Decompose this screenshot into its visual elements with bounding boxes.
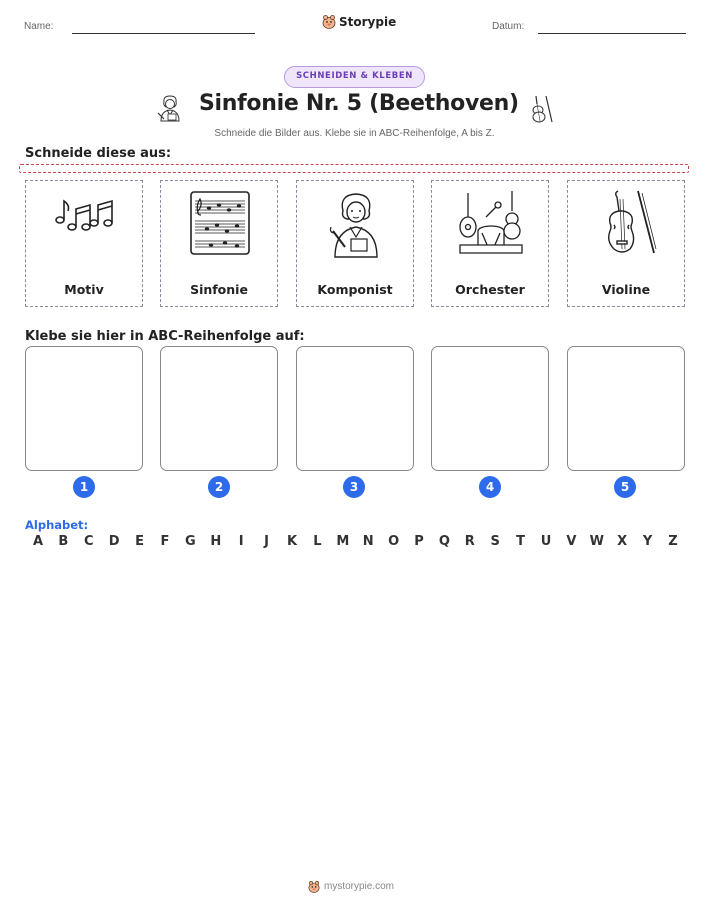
paste-box-2[interactable]: [160, 346, 278, 471]
alphabet-letter: G: [185, 534, 196, 549]
card-label: Motiv: [64, 282, 104, 297]
number-badge-4: 4: [479, 476, 501, 498]
alphabet-letter: N: [362, 534, 374, 549]
number-badge-3: 3: [343, 476, 365, 498]
date-line[interactable]: [538, 33, 686, 34]
cut-card-violine[interactable]: [567, 180, 685, 307]
alphabet-letter: U: [540, 534, 552, 549]
alphabet-letter: E: [135, 534, 145, 549]
alphabet-letter: I: [238, 534, 244, 549]
alphabet-letter: Z: [668, 534, 678, 549]
page-title: Sinfonie Nr. 5 (Beethoven): [199, 91, 519, 116]
number-badge-2: 2: [208, 476, 230, 498]
paste-section-label: Klebe sie hier in ABC-Reihenfolge auf:: [25, 329, 305, 344]
alphabet-letter: M: [336, 534, 350, 549]
header: [0, 14, 709, 44]
orchestra-instruments-icon: [456, 187, 526, 259]
alphabet-letter: R: [464, 534, 475, 549]
alphabet-letter: K: [286, 534, 298, 549]
alphabet-letter: C: [84, 534, 94, 549]
cut-card-motiv[interactable]: [25, 180, 143, 307]
alphabet-letter: W: [589, 534, 604, 549]
brand-name: Storypie: [339, 14, 397, 29]
alphabet-letter: D: [108, 534, 120, 549]
alphabet-label: Alphabet:: [25, 518, 89, 532]
footer-url[interactable]: mystorypie.com: [324, 881, 395, 892]
paste-box-5[interactable]: [567, 346, 685, 471]
paste-box-3[interactable]: [296, 346, 414, 471]
composer-icon: [321, 187, 391, 259]
alphabet-letter: Y: [642, 534, 653, 549]
music-notes-icon: [50, 187, 120, 259]
storypie-logo-icon: [308, 880, 320, 893]
name-line[interactable]: [72, 33, 255, 34]
violin-icon: [592, 187, 662, 259]
alphabet-letter: X: [617, 534, 628, 549]
instructions: Schneide die Bilder aus. Klebe sie in ABC-Reihenfolge, A bis Z.: [214, 128, 495, 139]
alphabet-row: [0, 534, 709, 552]
card-label: Sinfonie: [190, 282, 248, 297]
alphabet-letter: S: [490, 534, 500, 549]
number-badge-1: 1: [73, 476, 95, 498]
alphabet-letter: V: [566, 534, 577, 549]
alphabet-letter: H: [210, 534, 222, 549]
alphabet-letter: T: [516, 534, 526, 549]
number-badge-5: 5: [614, 476, 636, 498]
title-row: [0, 91, 709, 125]
alphabet-letter: P: [414, 534, 424, 549]
alphabet-letter: A: [32, 534, 44, 549]
sheet-music-icon: [185, 187, 255, 259]
brand: [322, 14, 396, 29]
violin-small-icon: [527, 92, 557, 124]
date-label: Datum:: [492, 21, 525, 32]
alphabet-letter: L: [313, 534, 322, 549]
name-label: Name:: [24, 21, 54, 32]
paste-box-4[interactable]: [431, 346, 549, 471]
cut-card-sinfonie[interactable]: [160, 180, 278, 307]
cut-section-label: Schneide diese aus:: [25, 146, 172, 161]
alphabet-letter: F: [160, 534, 170, 549]
card-label: Orchester: [455, 282, 525, 297]
alphabet-letter: O: [388, 534, 400, 549]
activity-badge: SCHNEIDEN & KLEBEN: [284, 66, 425, 88]
alphabet-letter: J: [264, 534, 270, 549]
cut-card-orchester[interactable]: [431, 180, 549, 307]
composer-small-icon: [155, 93, 185, 123]
card-label: Komponist: [317, 282, 393, 297]
alphabet-letter: B: [58, 534, 69, 549]
cut-line: [19, 164, 689, 173]
storypie-logo-icon: [322, 14, 336, 29]
card-label: Violine: [601, 282, 651, 297]
paste-box-1[interactable]: [25, 346, 143, 471]
footer: [308, 880, 394, 893]
alphabet-letter: Q: [438, 534, 450, 549]
cut-card-komponist[interactable]: [296, 180, 414, 307]
